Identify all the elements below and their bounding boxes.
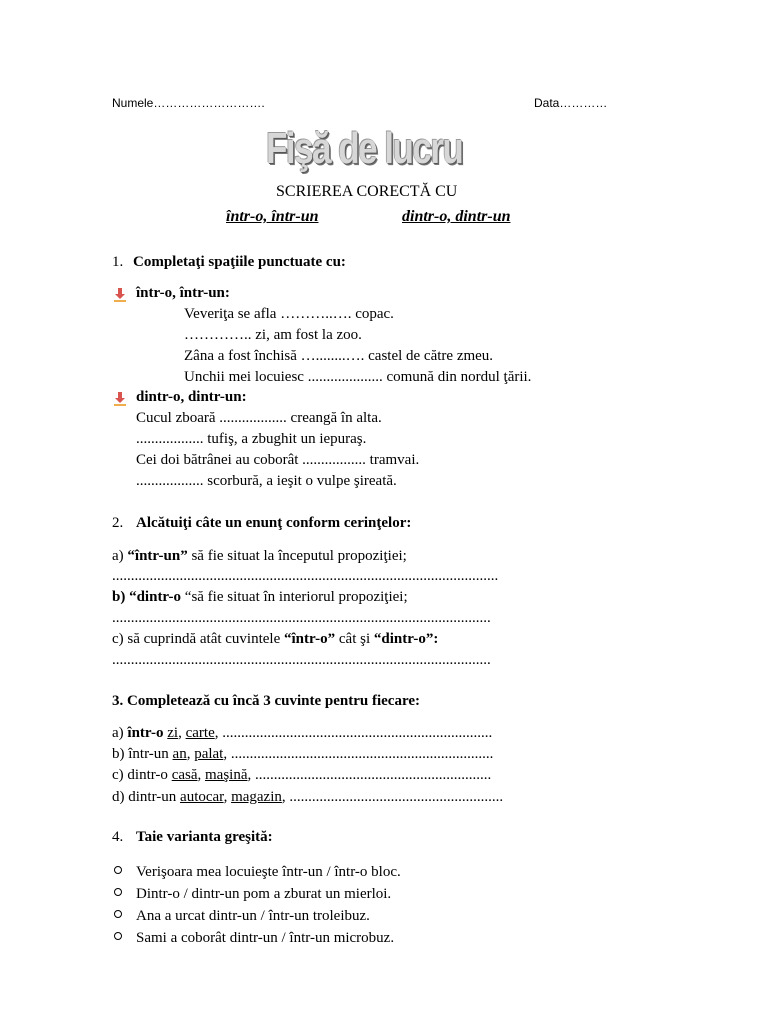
- ex1-line: Veveriţa se afla ………..…. copac.: [184, 306, 394, 322]
- arrow-bullet-icon: [114, 392, 126, 406]
- ex4-item-text: Sami a coborât dintr-un / într-un microbuz.: [136, 930, 395, 946]
- page-title: Fişă de lucru: [266, 124, 463, 173]
- ex4-item: [114, 864, 401, 881]
- ex3-example-word: an: [172, 746, 187, 762]
- forms-left: într-o, într-un: [226, 208, 319, 225]
- circle-bullet-icon: [114, 866, 122, 874]
- ex2-c-keyword: “dintr-o”:: [373, 631, 439, 647]
- ex3-row-prefix: d): [112, 789, 129, 805]
- ex3-row-keyword: dintr-o: [127, 767, 172, 783]
- ex1-line: .................. scorbură, a ieşit o vulpe şireată.: [136, 473, 397, 489]
- ex3-example-word: magazin: [231, 789, 282, 805]
- ex2-number: 2.: [112, 515, 124, 531]
- ex4-item-text: Ana a urcat dintr-un / într-un troleibuz.: [136, 908, 370, 924]
- ex2-item-b: [112, 589, 408, 606]
- ex1-line: Zâna a fost închisă …........…. castel de către zmeu.: [184, 348, 494, 364]
- ex1-line: ………….. zi, am fost la zoo.: [184, 327, 362, 343]
- circle-bullet-icon: [114, 910, 122, 918]
- page-subtitle: SCRIEREA CORECTĂ CU: [276, 183, 458, 200]
- ex2-b-answer-line[interactable]: .....................................................................................................: [112, 610, 491, 626]
- ex3-answer-dots[interactable]: , ...............................................................: [247, 767, 492, 783]
- ex4-item: [114, 886, 391, 903]
- ex3-example-word: maşină: [205, 767, 248, 783]
- ex4-item-text: Verişoara mea locuieşte într-un / într-o bloc.: [136, 864, 401, 880]
- ex4-heading-text: Taie varianta greşită:: [136, 829, 273, 845]
- ex3-row-prefix: c): [112, 767, 128, 783]
- ex1-line: Unchii mei locuiesc .................... comună din nordul ţării.: [184, 369, 532, 385]
- ex2-item-a: [112, 548, 407, 565]
- ex4-number: 4.: [112, 829, 124, 845]
- ex3-example-word: carte: [185, 725, 215, 741]
- ex2-c-keyword: “într-o”: [284, 631, 336, 647]
- ex1-line: .................. tufiş, a zbughit un iepuraş.: [136, 431, 367, 447]
- ex1-line: Cei doi bătrânei au coborât ................. tramvai.: [136, 452, 420, 468]
- ex3-example-word: zi: [167, 725, 179, 741]
- ex3-example-word: casă: [171, 767, 198, 783]
- circle-bullet-icon: [114, 888, 122, 896]
- ex2-c-text: cât şi: [335, 631, 374, 647]
- ex3-row-keyword: într-un: [128, 746, 173, 762]
- ex3-row: b) într-un an, palat, ......................................................................: [112, 746, 494, 762]
- ex3-row: c) dintr-o casă, maşină, ...............................................................: [112, 767, 492, 783]
- ex4-item: [114, 908, 370, 925]
- ex3-row: d) dintr-un autocar, magazin, .........................................................: [112, 789, 504, 805]
- ex2-heading-text: Alcătuiţi câte un enunţ conform cerinţelor:: [136, 515, 412, 531]
- circle-bullet-icon: [114, 932, 122, 940]
- name-field-label: Numele……………………….: [112, 96, 265, 110]
- ex3-heading: 3. Completează cu încă 3 cuvinte pentru fiecare:: [112, 693, 420, 709]
- ex2-heading: [112, 515, 411, 532]
- ex3-example-word: autocar: [180, 789, 224, 805]
- ex1-group2-label: dintr-o, dintr-un:: [136, 389, 247, 405]
- ex4-item: [114, 930, 394, 947]
- ex3-row-keyword: dintr-un: [128, 789, 181, 805]
- ex3-answer-dots[interactable]: , .........................................................: [281, 789, 504, 805]
- ex1-group1-label: într-o, într-un:: [136, 285, 230, 301]
- ex2-c-answer-line[interactable]: .....................................................................................................: [112, 652, 491, 668]
- ex2-c-text: c) să cuprindă atât cuvintele: [112, 631, 285, 647]
- ex2-b-text: “să fie situat în interiorul propoziţiei;: [181, 589, 408, 605]
- ex2-b-keyword: b) “dintr-o: [112, 589, 182, 605]
- ex4-item-text: Dintr-o / dintr-un pom a zburat un mierloi.: [136, 886, 392, 902]
- ex1-heading: [112, 254, 346, 271]
- ex2-item-c: [112, 631, 438, 648]
- ex3-row-keyword: într-o: [127, 725, 164, 741]
- ex3-row: a) într-o zi, carte, ........................................................................: [112, 725, 493, 741]
- ex4-heading: [112, 829, 273, 846]
- arrow-bullet-icon: [114, 288, 126, 302]
- date-field-label: Data…………: [534, 96, 608, 110]
- ex2-a-keyword: “într-un”: [127, 548, 188, 564]
- forms-right: dintr-o, dintr-un: [402, 208, 511, 225]
- ex3-example-word: palat: [194, 746, 224, 762]
- ex2-a-prefix: a): [112, 548, 128, 564]
- ex3-row-prefix: a): [112, 725, 128, 741]
- ex2-a-answer-line[interactable]: .......................................................................................................: [112, 568, 499, 584]
- ex3-answer-dots[interactable]: , ........................................................................: [214, 725, 493, 741]
- ex3-answer-dots[interactable]: , ......................................................................: [223, 746, 494, 762]
- ex1-number: 1.: [112, 254, 124, 270]
- ex1-heading-text: Completaţi spaţiile punctuate cu:: [133, 254, 346, 270]
- ex3-row-prefix: b): [112, 746, 129, 762]
- ex1-line: Cucul zboară .................. creangă în alta.: [136, 410, 382, 426]
- ex2-a-text: să fie situat la începutul propoziţiei;: [187, 548, 407, 564]
